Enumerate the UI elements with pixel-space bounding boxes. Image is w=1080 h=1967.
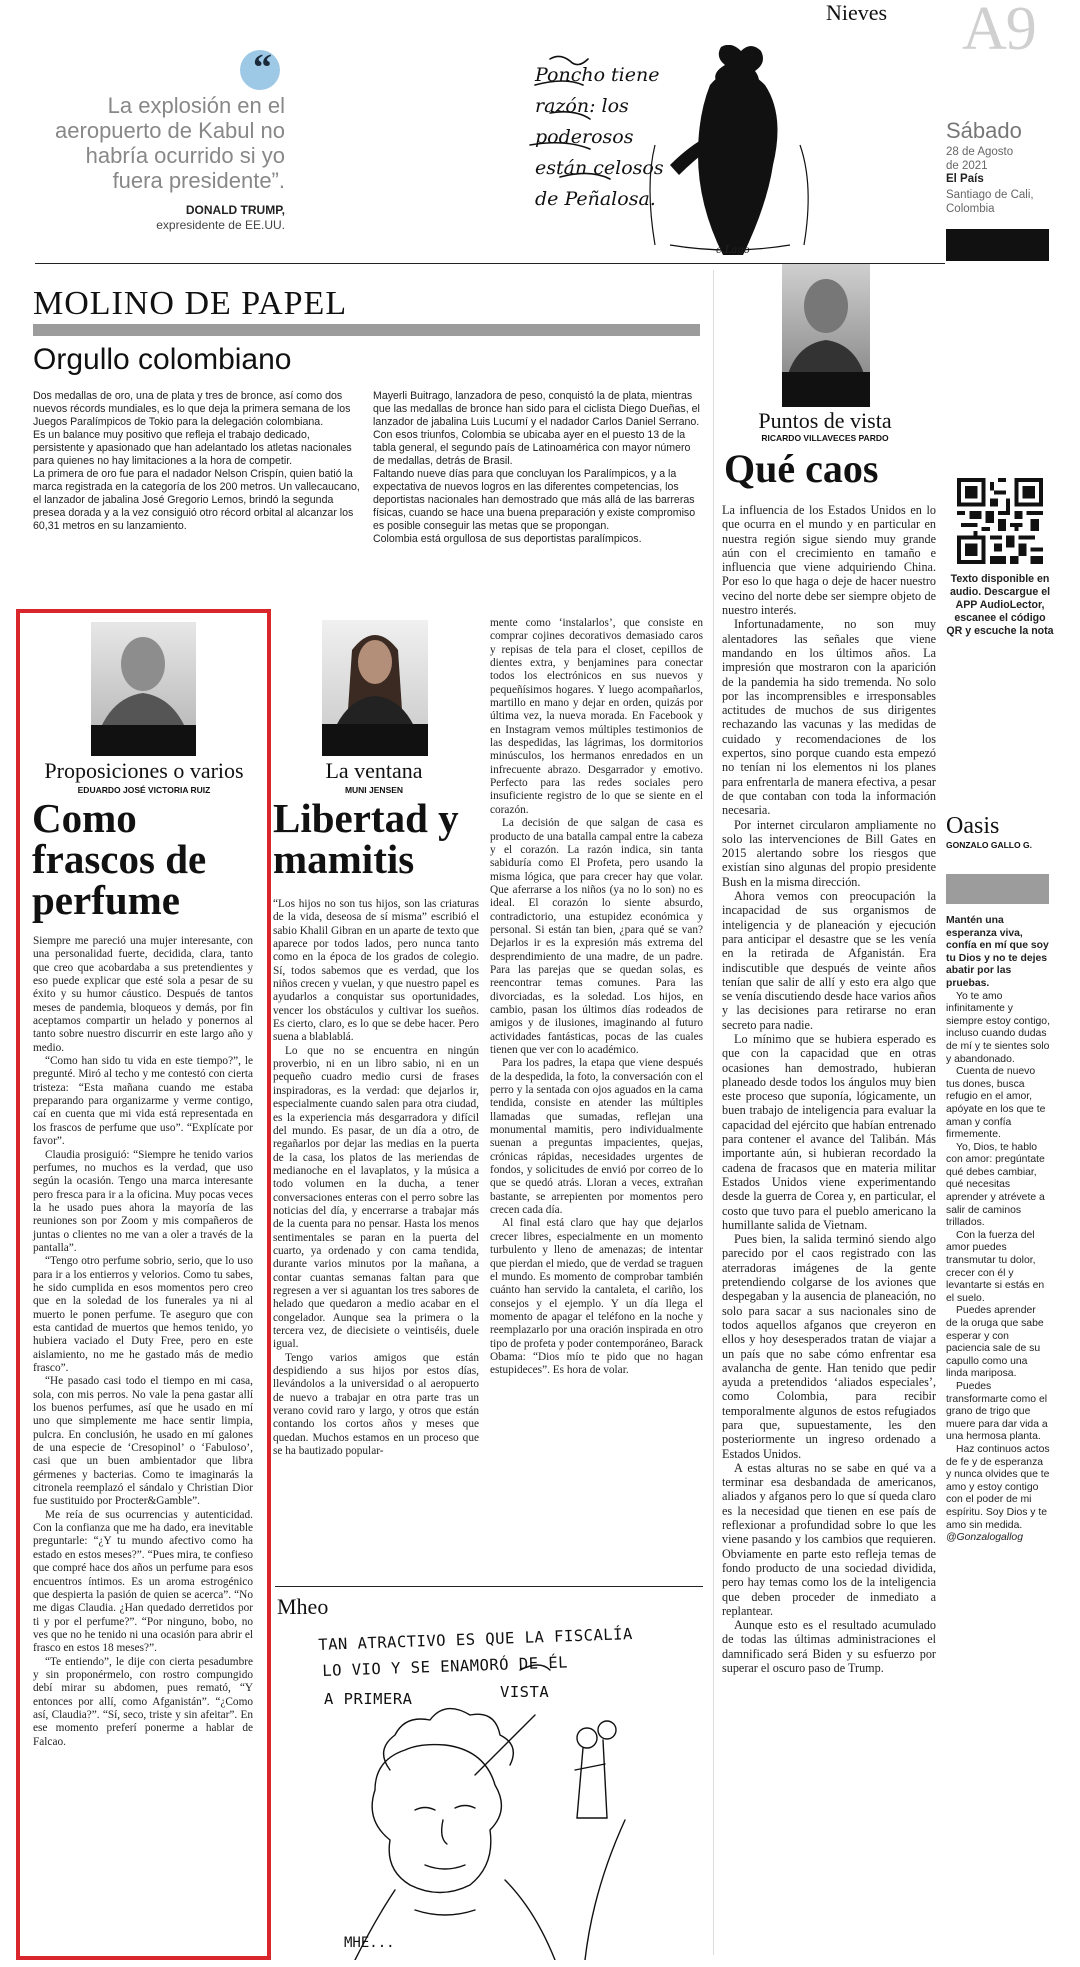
- molino-col2-p3: Faltando nueve días para que concluyan los Paralímpicos, y a la expectativa de nuevos logros en las diferentes competencias, los deportistas nacionales han demostrado que más allá de las barreras físicas, cuando se hace una buena preparación y existe compromiso es posible conseguir las metas que se propongan.: [373, 468, 696, 532]
- author-photo-villaveces: [782, 264, 870, 374]
- proposiciones-p2: “Como han sido tu vida en este tiempo?”, le pregunté. Miró al techo y me contestó con cierta tristeza: “Esta mañana cuando me estaba preparando para organizarme y verme contigo, caí en cuenta que mi vida está representada en los frascos de perfume que uso”. “Explícate por favor”.: [33, 1055, 253, 1148]
- nieves-signature: c.Lago: [716, 245, 750, 256]
- molino-col1-p3: La primera de oro fue para el nadador Nelson Crispín, quien batió la marca registrada en la categoría de los 200 metros. Un vallecaucano, el lanzador de jabalina José Gregorio Lemos, brindó la segunda presea dorada y a la vez consiguió otro récord orbital al alcanzar los 60,31 metros en su lanzamiento.: [33, 468, 360, 532]
- oasis-p3: Yo, Dios, te hablo con amor: pregúntate qué debes cambiar, qué necesitas aprender y atrévete a salir de caminos trillados.: [946, 1141, 1045, 1229]
- puntos-p5: Lo mínimo que se hubiera esperado es que con la capacidad que en otras ocasiones han demostrado, hubieran planeado desde todos los ángulos muy bien este proceso que suponía, lógicamente, un buen trabajo de inteligencia para evaluar la capacidad del ejército que habían entrenado para contener el avance del Talibán. Más importante aún, si hubieran recordado la cadena de fracasos que en materia militar Estados Unidos viene experimentando desde la guerra de Corea y, en particular, el costo que tuvo para el pueblo americano la humillante salida de Vietnam.: [722, 1031, 936, 1232]
- oasis-p4: Con la fuerza del amor puedes transmutar tu dolor, crecer con él y levantarte si estás en el suelo.: [946, 1229, 1045, 1304]
- section-name-nieves: Nieves: [826, 0, 888, 25]
- puntos-p4: Ahora vemos con preocupación la incapacidad de sus organismos de inteligencia y de planeación y ejecución para anticipar el desastre que se les venía en la retirada de Afganistán. Era indiscutible que después de veinte años tenían que salir de allí y esto era algo que se venía discutiendo desde hace varios años y las decisiones para retirarse no eran secreto para nadie.: [722, 889, 936, 1032]
- audio-text: Texto disponible en audio. Descargue el APP AudioLector, escanee el código QR y escuche la nota: [946, 573, 1054, 637]
- molino-col2-p1: Mayerli Buitrago, lanzadora de peso, conquistó la de plata, mientras que las medallas de bronce han sido para el ciclista Diego Dueñas, el lanzador de jabalina Luis Lucumí y el nadador Carlos Daniel Serrano.: [373, 390, 700, 428]
- mheo-caption-line3: A PRIMERA: [324, 1690, 413, 1708]
- mheo-caption-line1: TAN ATRACTIVO ES QUE LA FISCALÍA: [318, 1625, 634, 1654]
- author-black-box-jensen: [322, 724, 428, 756]
- proposiciones-p4: “Tengo otro perfume sobrio, serio, que lo uso para ir a los entierros y velorios. Como tu sabes, he sido cumplida en esos momentos pero creo que en la soledad de los funerales ya ni al muerto le ponen perfume. Te aseguro que con esta cantidad de muertos que hemos tenido, yo hubiera vaciado el Duty Free, pero en este aislamiento, no me he gastado más de medio frasco”.: [33, 1255, 253, 1374]
- molino-col1-p1: Dos medallas de oro, una de plata y tres de bronce, así como dos nuevos récords mundiales, es lo que deja la primera semana de los Juegos Paralímpicos de Tokio para la delegación colombiana.: [33, 390, 351, 428]
- proposiciones-p1: Siempre me pareció una mujer interesante, con una personalidad fuerte, decidida, clara, tanto que creo que acobardaba a sus pretendientes y eso puede explicar que esté sola a pesar de su éxito y su humor cáustico. Después de tantos meses de pandemia, bloqueos y demás, por fin aceptamos compartir un helado y ponernos al tanto sobre nuestro discurrir en este largo año y medio.: [33, 935, 253, 1054]
- molino-col1-p2: Es un balance muy positivo que refleja el trabajo dedicado, persistente y apasionado que han adelantado los atletas nacionales para quienes no hay limitaciones a la hora de competir.: [33, 429, 352, 467]
- quote-text: La explosión en el aeropuerto de Kabul no habría ocurrido si yo fuera presidente”.: [55, 93, 285, 193]
- nieves-caption: Poncho tiene razón: los poderosos están celosos de Peñalosa.: [535, 64, 664, 210]
- ventana-column-name: La ventana: [325, 758, 423, 783]
- date-day: Sábado: [946, 118, 1022, 143]
- puntos-p8: Aunque esto es el resultado acumulado de todas las últimas administraciones el damnificado será Biden y su esfuerzo por superar el oscuro paso de Trump.: [722, 1618, 936, 1676]
- ventana-col1: [273, 898, 479, 1458]
- mheo-section-name: Mheo: [277, 1594, 329, 1619]
- oasis-column-name: Oasis: [946, 813, 1000, 839]
- oasis-gray-bar: [946, 874, 1049, 904]
- portrait-villaveces: [782, 264, 870, 374]
- masthead-black-box: [946, 229, 1049, 261]
- qr-code[interactable]: [957, 478, 1043, 564]
- mheo-caption-line2: LO VIO Y SE ENAMORÓ DE ÉL: [322, 1653, 569, 1680]
- portrait-victoria: [91, 622, 196, 727]
- oasis-body: [946, 915, 1050, 1545]
- ventana-headline: Libertad y mamitis: [273, 795, 459, 882]
- quote-mark-glyph: “: [253, 47, 272, 89]
- oasis-p5: Puedes aprender de la oruga que sabe esperar y con paciencia sale de su capullo como una linda mariposa.: [946, 1305, 1044, 1380]
- newspaper-name: El País: [946, 173, 984, 185]
- portrait-jensen: [322, 620, 428, 726]
- author-black-box-villaveces: [782, 372, 870, 407]
- puntos-p1: La influencia de los Estados Unidos en lo que ocurra en el mundo y en particular en nuestra región sigue siendo muy grande aún con el crecimiento en tamaño e influencia que viene adquiriendo China. Por eso lo que haga o deje de hacer nuestro vecino del norte debe ser siempre objeto de nuestro interés.: [722, 503, 936, 618]
- proposiciones-p6: Me reía de sus ocurrencias y autenticidad. Con la confianza que me ha dado, era inevitable preguntarle: “¿Y tu mundo afectivo como ha estado en estos meses?”. “Pues mira, te confieso que compré hace dos años un perfume para esos encuentros íntimos. Es un aroma estrogénico que despierta la pasión de quien se acerca”. “No me digas Claudia. ¿Han quedado derretidos por ti y por el perfume?”. “Por ninguno, bobo, no ves que no he tenido ni una ocasión para abrir el frasco en estos 18 meses?”.: [33, 1508, 253, 1655]
- proposiciones-p5: “He pasado casi todo el tiempo en mi casa, sola, con mis perros. No vale la pena gastar allí los buenos perfumes, así que he usado en mí uno que simplemente me hace sentir limpia, pulcra. En conclusión, he usado en mí galones de una especie de ‘Cresopinol’ o ‘Fabuloso’, casi que un buen ambientador que libra gérmenes y bacterias. Como te imaginarás la citronela reemplazó el sándalo y Christian Dior fue sustituido por Procter&Gamble”.: [33, 1375, 253, 1508]
- molino-gray-bar: [33, 324, 700, 336]
- ventana-col2: [490, 617, 703, 1378]
- author-photo-victoria: [91, 622, 196, 727]
- location: Santiago de Cali, Colombia: [946, 189, 1034, 215]
- molino-col2-p4: Colombia está orgullosa de sus deportistas paralímpicos.: [373, 533, 642, 545]
- date-full: 28 de Agosto de 2021: [946, 146, 1014, 172]
- molino-col2-p2: Con esos triunfos, Colombia se ubicaba ayer en el puesto 13 de la tabla general, el segundo país de Latinoamérica con mayor número de medallas, detrás de Brasil.: [373, 429, 691, 467]
- author-black-box-victoria: [91, 725, 196, 756]
- oasis-p1: Yo te amo infinitamente y siempre estoy contigo, incluso cuando dudas de mí y te sientes solo y abandonado.: [946, 990, 1050, 1065]
- puntos-column-name: Puntos de vista: [758, 408, 892, 433]
- mheo-divider: [275, 1586, 703, 1587]
- proposiciones-author: EDUARDO JOSÉ VICTORIA RUIZ: [77, 785, 211, 795]
- author-photo-jensen: [322, 620, 428, 726]
- proposiciones-headline: Como frascos de perfume: [32, 795, 207, 923]
- puntos-author: RICARDO VILLAVECES PARDO: [761, 433, 889, 443]
- ventana-col2-p2: La decisión de que salgan de casa es producto de una batalla campal entre la cabeza y el corazón. La razón indica, sin tanta sabiduría como El Profeta, pero usando la misma lógica, que para crecer hay que volar. Que aferrarse a los niños (ya no lo son) no es ideal. El corazón lo siente absurdo, contradictorio, una estupidez económica y personal. Si están tan bien, ¿para qué se van? Dejarlos ir es la expresión más extrema del desprendimiento de una madre, de un padre. Para las parejas que se quedan solas, es reencontrar temas comunes. Para las divorciadas, es la soledad. Los hijos, en cambio, pasan los últimos días rodeados de amigos y de ilusiones, imaginando al futuro actividades fantásticas, pocas de las cuales tienen que ver con lo académico.: [490, 817, 703, 1056]
- puntos-p7: A estas alturas no se sabe en qué va a terminar esa desbandada de americanos, aliados y afganos pero lo que sí queda claro es la necesidad que tienen en ese país de reflexionar a profundidad sobre lo que les viene pasando y los cambios que requieren. Obviamente en parte esto refleja temas de fondo producto de una sociedad dividida, pero hay temas como los de la inteligencia que deben proceder de inmediato a replantear.: [722, 1460, 936, 1618]
- proposiciones-body: [33, 935, 253, 1749]
- proposiciones-p7: “Te entiendo”, le dije con cierta pesadumbre y sin proponérmelo, con rostro compungido debí mirar su abdomen, pues remató, “Y entonces por allí, como Afganistán”. “¿Como así, Claudia?”. “Sí, seco, triste y sin afeitar”. En ese momento preferí ponerme a hablar de Falcao.: [33, 1655, 253, 1748]
- quote-author-title: expresidente de EE.UU.: [156, 218, 285, 232]
- column-divider-right: [713, 270, 714, 1955]
- molino-section-title: MOLINO DE PAPEL: [33, 285, 348, 322]
- puntos-p6: Pues bien, la salida terminó siendo algo parecido por el caos registrado con las aterradoras imágenes de la gente pretendiendo colgarse de los aviones que despegaban y la ausencia de planeación, no solo para sacar a sus nacionales sino de todos aquellos afganos que creyeron en ellos y hoy desesperados tratan de viajar a un país que no sabe cómo enfrentar esa avalancha de gente. Han tenido que pedir ayuda a pretendidos ‘aliados especiales’, como Colombia, para recibir temporalmente algunos de estos refugiados para que, supuestamente, les den posteriormente un ingreso ordenado a Estados Unidos.: [722, 1232, 936, 1461]
- oasis-author: GONZALO GALLO G.: [946, 840, 1032, 850]
- ventana-col2-p3: Para los padres, la etapa que viene después de la despedida, la foto, la conversación con el perro y la sentada con ojos aguados en la cama tendida, consiste en atender las múltiples llamadas que sumadas, reflejan una monumental mamitis, pero individualmente suenan a preguntas impacientes, quejas, crónicas rápidas, necesidades urgentes de fondos, y solicitudes de envió por correo de lo que se quedó atrás. Lloran a veces, extrañan bastante, se arrepienten por momentos pero crecen cada día.: [490, 1057, 703, 1217]
- puntos-p3: Por internet circularon ampliamente no solo las intervenciones de Bill Gates en 2015 alertando sobre los riesgos que existían sino algunas del propio presidente Bush en la misma dirección.: [722, 817, 936, 889]
- mheo-signature: MHE...: [344, 1935, 395, 1951]
- ventana-col1-p3: Tengo varios amigos que están despidiendo a sus hijos por estos días, llevándolos a la universidad o al aeropuerto de nuevo a trabajar en otra parte tras un verano covid raro y largo, y otros que están contando los cortos años y meses que quedan. Muchos estamos en un proceso que se ha bautizado popular-: [273, 1351, 479, 1458]
- proposiciones-column-name: Proposiciones o varios: [44, 758, 244, 783]
- oasis-p7: Haz continuos actos de fe y de esperanza y nunca olvides que te amo y estoy contigo con el poder de mi espíritu. Soy Dios y te amo sin medida.: [946, 1443, 1050, 1531]
- molino-headline: Orgullo colombiano: [33, 343, 292, 376]
- ventana-col1-p2: Lo que no se encuentra en ningún proverbio, ni en un libro sabio, ni en un pequeño cuadro medio cursi de frases inspiradoras, es la verdad: que dejarlos ir, especialmente cuando salen para otra ciudad, es la experiencia más desgarradora y difícil del mundo. Es pasar, de un día a otro, de regañarlos por dejar las medias en la puerta de la casa, los platos de las meriendas de medianoche en el lavaplatos, y la música a todo volumen en la ducha, a tener conversaciones enteras con el perro sobre las noticias del día, y encerrarse a trabajar más de la cuenta para no pensar. Hasta los menos sentimentales se paran en la puerta del cuarto, ya ordenado y con cama tendida, durante varios minutos por la mañana, a contar cuantas semanas faltan para que regresen a ver si aguantan los tres sabores de helado que quedaron a medio acabar en el congelador. Aunque sea la primera o la tercera vez, de diecisiete o veintiséis, duele igual.: [273, 1044, 479, 1351]
- molino-col2: [373, 390, 703, 546]
- puntos-p2: Infortunadamente, no son muy alentadores las señales que viene mandando en los últimos años. La impresión que mostraron con la aparición de la pandemia ha sido tremenda. No solo por las incomprensibles e irresponsables actitudes de muchos de sus dirigentes rechazando las vacunas y las medidas de cuidado y recomendaciones de los expertos, sino porque cuando esta empezó no tenían ni los elementos ni los planes para enfrentarla de manera efectiva, a pesar de que contaban con toda la información necesaria.: [722, 617, 936, 818]
- oasis-handle[interactable]: @Gonzalogallog: [946, 1532, 1023, 1544]
- proposiciones-p3: Claudia prosiguió: “Siempre he tenido varios perfumes, no muchos es la verdad, que uso según la ocasión. Tengo una marca interesante pero fresca para ir a la oficina. Muy pocas veces la he usado pues ahora la mayoría de las reuniones son por Zoom y mis compañeros de juntas o clientes no me van a oler a través de la pantalla”.: [33, 1148, 253, 1254]
- qr-code-icon: [957, 478, 1043, 564]
- mheo-caption-line3b: VISTA: [500, 1683, 550, 1701]
- molino-col1: [33, 390, 361, 533]
- ventana-col2-p4: Al final está claro que hay que dejarlos crecer libres, especialmente en un momento turbulento y lleno de amenazas; de intentar que pierdan el miedo, que de verdad se traguen el mundo. Es momento de comprobar también cuánto han servido la cantaleta, el cariño, los consejos y el ejemplo. Y un día llega el momento de apagar el teléfono en la noche y reemplazarlo por una oración inspirada en otro tipo de profeta y poder contemporáneo, Barack Obama: “Dios mío te pido que no hagan estupideces”. Es hora de volar.: [490, 1217, 703, 1377]
- ventana-author: MUNI JENSEN: [344, 785, 404, 795]
- oasis-p6: Puedes transformarte como el grano de trigo que muere para dar vida a una hermosa planta.: [946, 1380, 1048, 1443]
- oasis-p2: Cuenta de nuevo tus dones, busca refugio en el amor, apóyate en los que te aman y confía firmemente.: [946, 1066, 1046, 1141]
- quote-author: DONALD TRUMP,: [185, 203, 285, 217]
- ventana-col2-p1: mente como ‘instalarlos’, que consiste en comprar cojines decorativos demasiado caros y repisas de tela para el closet, cepillos de dientes extra, y benjamines para conectar todos los electrónicos en sus nuevos y pequeñísimos hogares. Y luego acompañarlos, martillo en mano y dejar en orden, quizás por última vez, la nueva morada. En Facebook y en Instagram vemos múltiples testimonios de las despedidas, las lágrimas, los dormitorios minúsculos, los hermanos enredados en un infrecuente abrazo. Desgarrador y emotivo. Perfecto para las redes sociales pero insuficiente registro de lo que se siente en el corazón.: [490, 617, 703, 816]
- puntos-headline: Qué caos: [724, 446, 879, 491]
- puntos-body: [722, 503, 936, 1675]
- page-number: A9: [962, 0, 1036, 63]
- ventana-col1-p1: “Los hijos no son tus hijos, son las criaturas de la vida, deseosa de sí misma” escribió el sabio Khalil Gibran en un aparte de texto que aparece por todos lados, pero nunca tanto como en la época de los grados de colegio. Sí, todos sabemos que es verdad, que los niños crecen y vuelan, y que nuestro papel es ayudarlos a conquistar sus oportunidades, vencer los obstáculos y cultivar los sueños. Es cierto, claro, es lo que se debe hacer. Pero suena a blablablá.: [273, 898, 479, 1044]
- oasis-lead: Mantén una esperanza viva, confía en mí que soy tu Dios y no te dejes abatir por las pruebas.: [946, 915, 1049, 989]
